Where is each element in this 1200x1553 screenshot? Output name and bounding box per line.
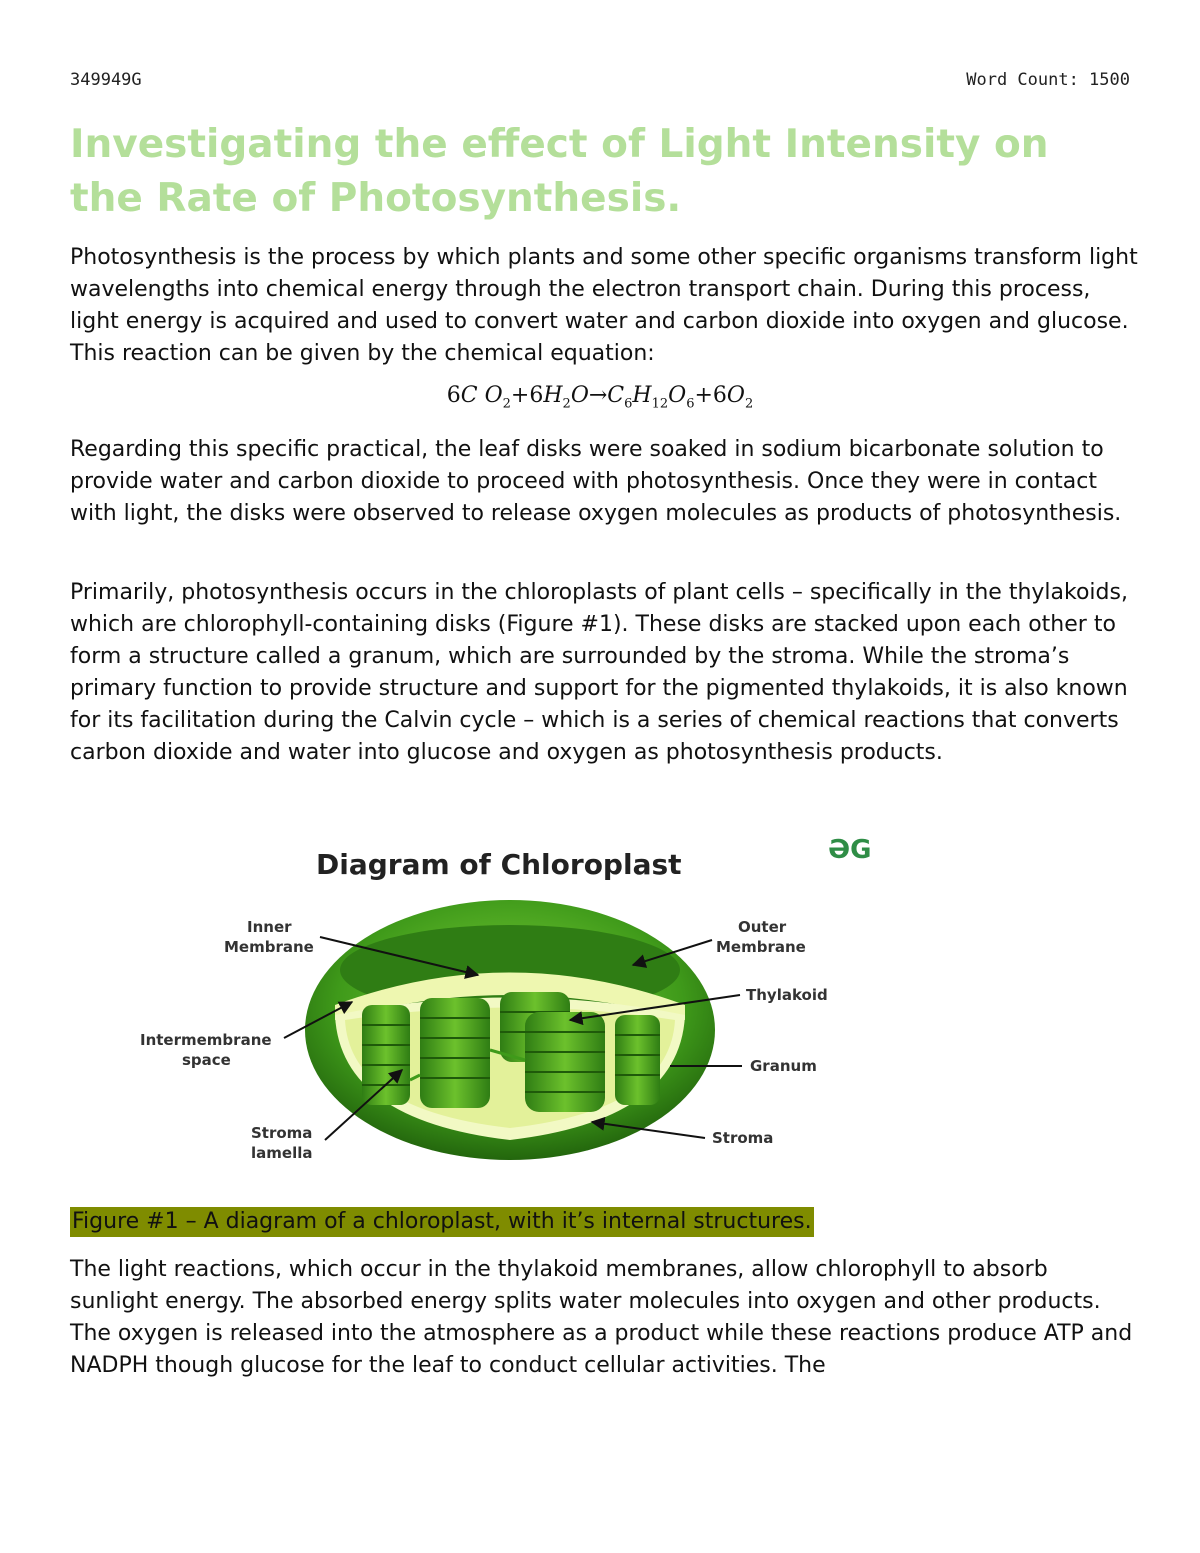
paragraph-practical: Regarding this specific practical, the leaf disks were soaked in sodium bicarbonate solution to provide water and carbon dioxide to proceed with photosynthesis. Once they were in contact with light, the disks were observed to release oxygen molecules as products of photosynthesis. — [70, 437, 1122, 526]
label-outer-membrane-2: Membrane — [716, 938, 806, 956]
label-inner-membrane-1: Inner — [247, 918, 292, 936]
chloroplast-diagram — [130, 820, 890, 1200]
student-id: 349949G — [70, 70, 142, 90]
label-stroma: Stroma — [712, 1129, 774, 1147]
label-stroma-lamella-1: Stroma — [251, 1124, 313, 1142]
figure-title: Diagram of Chloroplast — [316, 848, 682, 881]
label-intermembrane-2: space — [182, 1051, 231, 1069]
granum-stack-1 — [362, 1005, 410, 1105]
label-intermembrane-1: Intermembrane — [140, 1031, 272, 1049]
label-inner-membrane-2: Membrane — [224, 938, 314, 956]
label-granum: Granum — [750, 1057, 817, 1075]
word-count: Word Count: 1500 — [966, 70, 1130, 90]
granum-stack-5 — [615, 1015, 660, 1105]
label-thylakoid: Thylakoid — [746, 986, 828, 1004]
paragraph-chloroplast: Primarily, photosynthesis occurs in the chloroplasts of plant cells – specifically in the thylakoids, which are chlorophyll-containing disks (Figure #1). These disks are stacked upon each other to form a structure called a granum, which are surrounded by the stroma. While the stroma’s primary function to provide structure and support for the pigmented thylakoids, it is also known for its facilitation during the Calvin cycle – which is a series of chemical reactions that converts carbon dioxide and water into glucose and oxygen as photosynthesis products. — [70, 580, 1128, 765]
chemical-equation: 6C $O_2+6H_2O\to C_6H_{12}O_6+6O_2$ — [446, 383, 754, 412]
paragraph-light-reactions: The light reactions, which occur in the thylakoid membranes, allow chlorophyll to absorb sunlight energy. The absorbed energy splits water molecules into oxygen and other products. The oxygen is released into the atmosphere as a product while these reactions produce ATP and NADPH though glucose for the leaf to conduct cellular activities. The — [70, 1257, 1133, 1378]
chloroplast-illustration — [305, 900, 715, 1160]
geeksforgeeks-logo: ƏG — [828, 835, 872, 865]
paragraph-intro: Photosynthesis is the process by which plants and some other specific organisms transform light wavelengths into chemical energy through the electron transport chain. During this process, light energy is acquired and used to convert water and carbon dioxide into oxygen and glucose. This reaction can be given by the chemical equation: — [70, 245, 1138, 366]
label-stroma-lamella-2: lamella — [251, 1144, 313, 1162]
label-outer-membrane-1: Outer — [738, 918, 787, 936]
granum-stack-2 — [420, 998, 490, 1108]
figure-caption: Figure #1 – A diagram of a chloroplast, with it’s internal structures. — [70, 1207, 814, 1237]
granum-stack-4 — [525, 1012, 605, 1112]
page-title: Investigating the effect of Light Intensity on the Rate of Photosynthesis. — [70, 122, 1049, 221]
